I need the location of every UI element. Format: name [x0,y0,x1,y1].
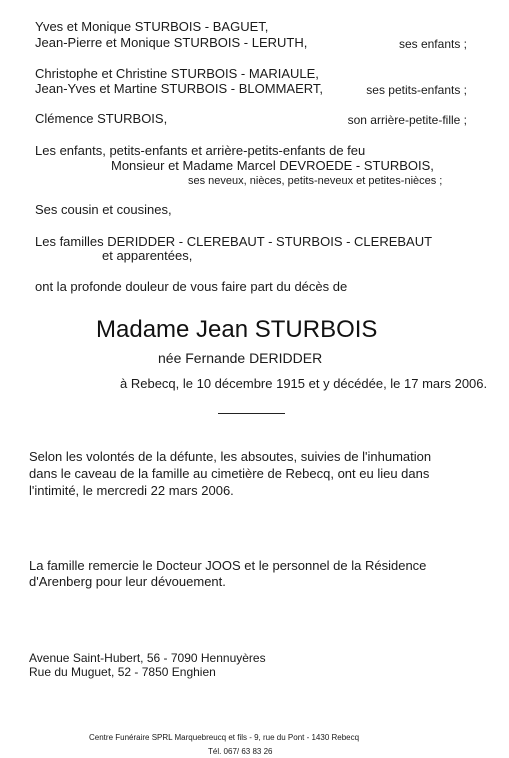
funeral-line-2: dans le caveau de la famille au cimetière de Rebecq, ont eu lieu dans [29,466,430,481]
address-1: Avenue Saint-Hubert, 56 - 7090 Hennuyères [29,651,266,665]
family-line-3: Christophe et Christine STURBOIS - MARIAULE, [35,66,319,81]
divider-line [218,413,285,414]
family-line-6: Les enfants, petits-enfants et arrière-petits-enfants de feu [35,143,366,158]
deceased-maiden-name: née Fernande DERIDDER [158,350,323,366]
family-line-8: ses neveux, nièces, petits-neveux et petites-nièces ; [188,175,443,187]
family-line-5: Clémence STURBOIS, [35,111,168,126]
funeral-home-phone: Tél. 067/ 63 83 26 [208,747,273,756]
role-grandchildren: ses petits-enfants ; [366,83,467,97]
thanks-line-1: La famille remercie le Docteur JOOS et le personnel de la Résidence [29,558,427,573]
family-line-9: Ses cousin et cousines, [35,202,172,217]
family-line-10: Les familles DERIDDER - CLEREBAUT - STURBOIS - CLEREBAUT [35,234,433,249]
family-line-11: et apparentées, [102,248,193,263]
family-line-2: Jean-Pierre et Monique STURBOIS - LERUTH, [35,35,308,50]
announcement-text: ont la profonde douleur de vous faire part du décès de [35,279,348,294]
deceased-name: Madame Jean STURBOIS [96,316,378,343]
deceased-dates: à Rebecq, le 10 décembre 1915 et y décédée, le 17 mars 2006. [120,376,488,391]
address-2: Rue du Muguet, 52 - 7850 Enghien [29,665,216,679]
footer-phone-clip [0,745,509,758]
funeral-line-1: Selon les volontés de la défunte, les absoutes, suivies de l'inhumation [29,449,432,464]
funeral-home-info: Centre Funéraire SPRL Marquebreucq et fils - 9, rue du Pont - 1430 Rebecq [89,733,360,742]
role-children: ses enfants ; [398,37,467,51]
role-great-grandchild: son arrière-petite-fille ; [347,113,467,127]
family-line-1: Yves et Monique STURBOIS - BAGUET, [35,19,269,34]
family-line-4: Jean-Yves et Martine STURBOIS - BLOMMAERT, [35,81,324,96]
funeral-line-3: l'intimité, le mercredi 22 mars 2006. [29,483,234,498]
family-line-7: Monsieur et Madame Marcel DEVROEDE - STURBOIS, [111,158,434,173]
thanks-line-2: d'Arenberg pour leur dévouement. [29,574,226,589]
